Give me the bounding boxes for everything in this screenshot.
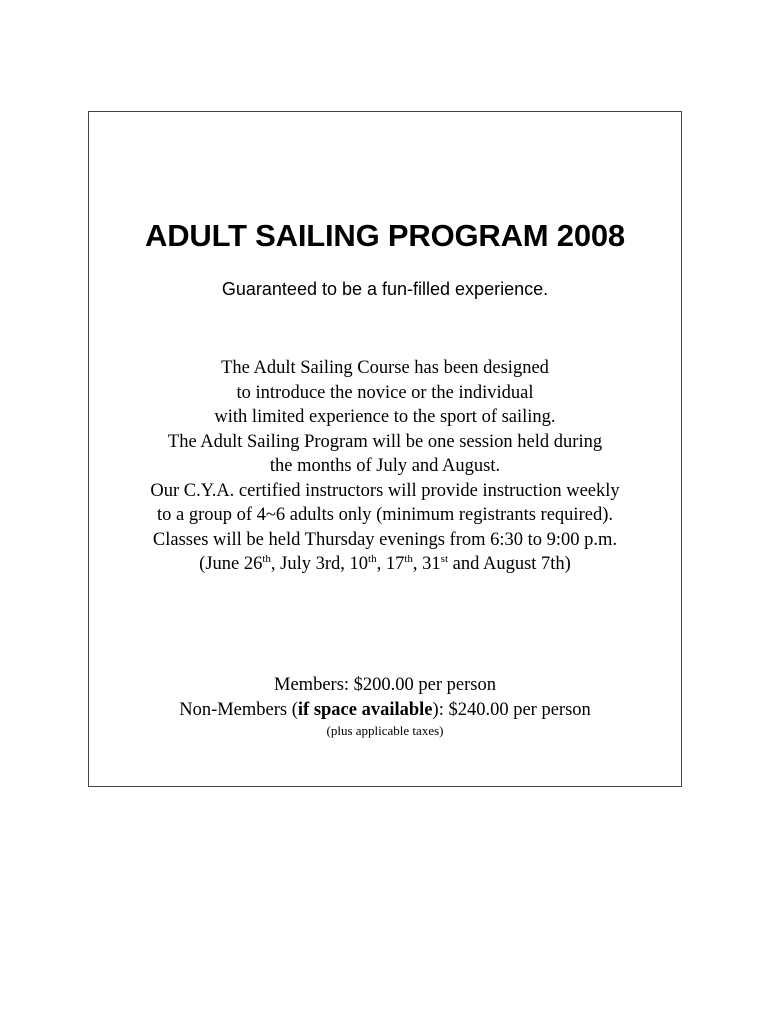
description-line: The Adult Sailing Program will be one session held during — [167, 431, 603, 452]
dates-text: , 31 — [412, 554, 441, 574]
program-description — [0, 356, 770, 577]
ordinal-suffix: th — [368, 553, 377, 565]
dates-text: , 17 — [376, 554, 405, 574]
non-members-prefix: Non-Members ( — [179, 700, 298, 720]
description-line: Our C.Y.A. certified instructors will provide instruction weekly — [150, 480, 620, 501]
description-line: The Adult Sailing Course has been designed — [221, 358, 549, 378]
description-line: Classes will be held Thursday evenings from 6:30 to 9:00 p.m. — [152, 529, 618, 550]
ordinal-suffix: st — [440, 553, 449, 565]
dates-text: , July 3rd, 10 — [270, 554, 369, 574]
description-line: to a group of 4~6 adults only (minimum registrants required). — [157, 505, 613, 525]
page-subtitle: Guaranteed to be a fun-filled experience. — [221, 279, 549, 299]
non-members-price — [0, 698, 770, 723]
members-price: Members: $200.00 per person — [274, 675, 496, 695]
description-line: with limited experience to the sport of sailing. — [214, 407, 556, 427]
ordinal-suffix: th — [262, 553, 271, 565]
space-available-note: if space available — [297, 700, 433, 720]
pricing-section — [0, 673, 770, 723]
dates-text: and August 7th) — [448, 554, 571, 574]
dates-text: (June 26 — [199, 554, 263, 574]
class-dates-line — [0, 552, 770, 577]
page-title: ADULT SAILING PROGRAM 2008 — [145, 218, 625, 253]
description-line: the months of July and August. — [269, 456, 501, 476]
non-members-suffix: ): $240.00 per person — [432, 700, 591, 720]
description-line: to introduce the novice or the individual — [236, 382, 534, 403]
taxes-note: (plus applicable taxes) — [326, 723, 444, 738]
ordinal-suffix: th — [404, 553, 413, 565]
